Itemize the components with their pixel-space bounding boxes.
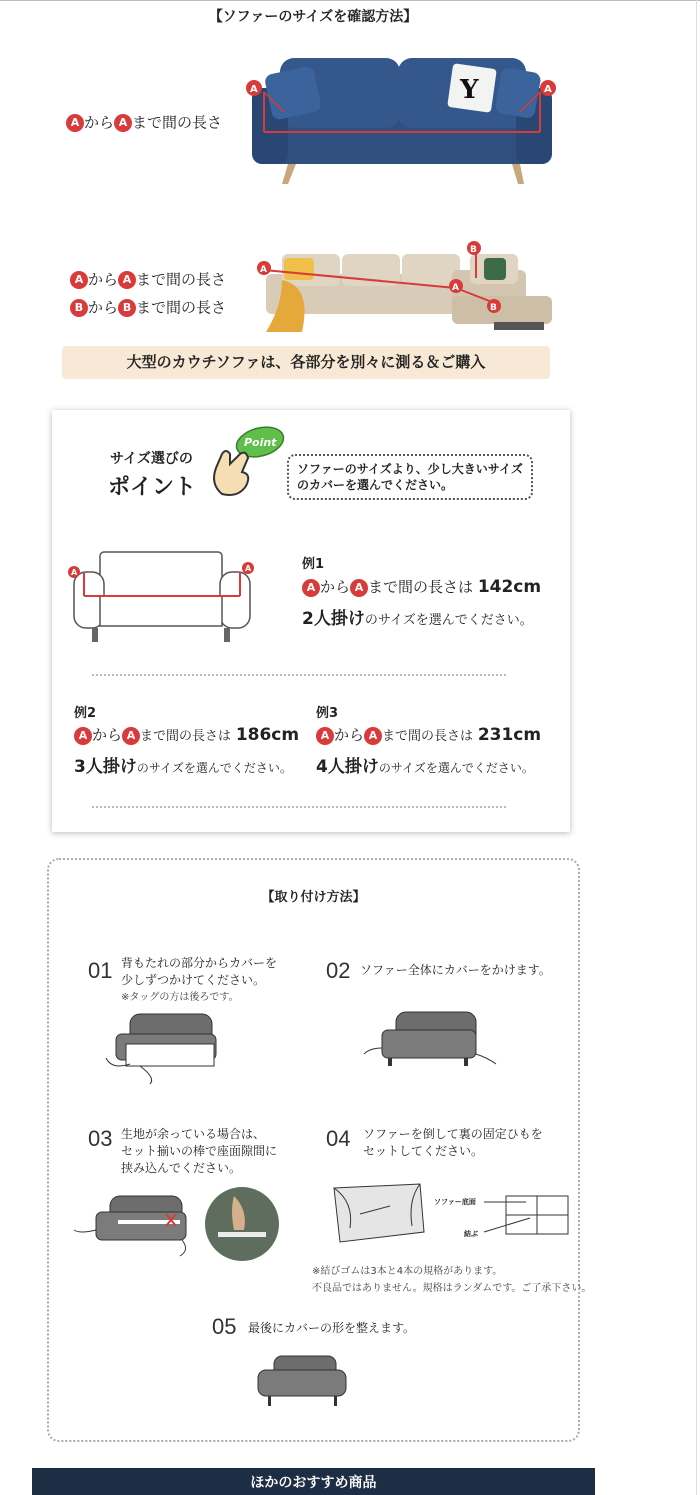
example-3-label: 例3 bbox=[316, 706, 339, 721]
pillow-letter: Y bbox=[460, 75, 479, 105]
dotted-divider bbox=[92, 806, 506, 808]
marker-b: B bbox=[70, 299, 88, 317]
example-3-length bbox=[316, 724, 541, 745]
ex-made: まで間の長さは bbox=[382, 729, 474, 744]
label-made: まで間の長さ bbox=[132, 113, 223, 132]
example-2-label: 例2 bbox=[74, 706, 97, 721]
measure-label-a-a-2 bbox=[70, 269, 226, 290]
step-05-number: 05 bbox=[212, 1314, 237, 1339]
dotted-divider bbox=[92, 674, 506, 676]
point-speech-bubble: ソファーのサイズより、少し大きいサイズのカバーを選んでください。 bbox=[287, 454, 533, 500]
example-3-size bbox=[316, 752, 534, 777]
step-line: 最後にカバーの形を整えます。 bbox=[248, 1321, 416, 1335]
ex-made: まで間の長さは bbox=[368, 578, 474, 596]
ex-kara: から bbox=[334, 726, 365, 744]
size-label: 4人掛け bbox=[316, 757, 379, 777]
step-05-sofa-illustration bbox=[254, 1352, 350, 1412]
step-note: ※タッグの方は後ろです。 bbox=[121, 992, 239, 1003]
marker-a: A bbox=[452, 283, 459, 293]
tie-label: 結ぶ bbox=[464, 1230, 478, 1238]
ex-kara: から bbox=[320, 578, 351, 596]
size-label: 3人掛け bbox=[74, 757, 137, 777]
bottom-label: ソファー底面 bbox=[434, 1198, 476, 1206]
couch-sofa-image bbox=[252, 236, 556, 336]
step-01-sofa-illustration bbox=[100, 1006, 225, 1086]
example-2-value: 186cm bbox=[235, 725, 300, 745]
example-1-length bbox=[302, 576, 541, 597]
point-badge-label: Point bbox=[244, 436, 277, 449]
step-03-text bbox=[121, 1126, 277, 1177]
step-02-sofa-illustration bbox=[360, 1008, 500, 1072]
marker-a: A bbox=[70, 271, 88, 289]
marker-a: A bbox=[350, 579, 368, 597]
marker-a: A bbox=[302, 579, 320, 597]
step-03-sofa-illustration bbox=[72, 1190, 196, 1260]
marker-a: A bbox=[66, 114, 84, 132]
ex-kara: から bbox=[92, 726, 123, 744]
right-divider bbox=[696, 0, 697, 1495]
example-2-size bbox=[74, 752, 292, 777]
marker-a: A bbox=[250, 84, 258, 95]
page-title: 【ソファーのサイズを確認方法】 bbox=[208, 9, 418, 25]
step-line: セットしてください。 bbox=[363, 1144, 484, 1158]
size-suffix: のサイズを選んでください。 bbox=[364, 613, 533, 628]
step-line: 生地が余っている場合は、 bbox=[121, 1127, 266, 1141]
step-01-text bbox=[121, 955, 277, 1006]
example-1-value: 142cm bbox=[477, 577, 542, 597]
size-suffix: のサイズを選んでください。 bbox=[378, 761, 534, 775]
label-kara: から bbox=[84, 113, 115, 132]
elastic-note-1: ※結びゴムは3本と4本の規格があります。 bbox=[312, 1266, 503, 1277]
step-line: ソファー全体にカバーをかけます。 bbox=[360, 963, 551, 977]
step-03-number: 03 bbox=[88, 1126, 113, 1151]
marker-a: A bbox=[316, 727, 334, 745]
measure-label-b-b bbox=[70, 297, 226, 318]
elastic-note-2: 不良品ではありません。規格はランダムです。ご了承下さい。 bbox=[312, 1283, 592, 1294]
measure-label-a-a bbox=[66, 112, 222, 133]
marker-a: A bbox=[544, 84, 552, 95]
example-1-size bbox=[302, 604, 533, 629]
marker-a: A bbox=[114, 114, 132, 132]
ex-made: まで間の長さは bbox=[140, 729, 232, 744]
example-1-label: 例1 bbox=[302, 557, 325, 572]
label-made: まで間の長さ bbox=[136, 270, 227, 289]
marker-b: B bbox=[490, 303, 497, 313]
label-kara: から bbox=[88, 298, 119, 317]
step-02-number: 02 bbox=[326, 958, 351, 983]
step-line: ソファーを倒して裏の固定ひもを bbox=[363, 1127, 543, 1141]
step-04-number: 04 bbox=[326, 1126, 351, 1151]
marker-b: B bbox=[118, 299, 136, 317]
step-05-text bbox=[248, 1320, 415, 1337]
size-suffix: のサイズを選んでください。 bbox=[136, 761, 292, 775]
label-kara: から bbox=[88, 270, 119, 289]
recommended-products-bar[interactable]: ほかのおすすめ商品 bbox=[32, 1468, 595, 1495]
marker-a: A bbox=[71, 568, 78, 577]
step-line: セット揃いの棒で座面隙間に bbox=[121, 1144, 278, 1158]
step-04-sofa-bottom-diagram bbox=[330, 1180, 580, 1252]
marker-a: A bbox=[122, 727, 140, 745]
blue-sofa-image bbox=[240, 48, 560, 188]
point-heading-1: サイズ選びの bbox=[110, 451, 193, 467]
step-01-number: 01 bbox=[88, 958, 113, 983]
example-2-length bbox=[74, 724, 299, 745]
point-heading-2: ポイント bbox=[108, 475, 197, 500]
label-made: まで間の長さ bbox=[136, 298, 227, 317]
install-title: 【取り付け方法】 bbox=[261, 890, 366, 905]
step-line: 少しずつかけてください。 bbox=[121, 973, 266, 987]
step-04-text bbox=[363, 1126, 543, 1160]
couch-notice-banner: 大型のカウチソファは、各部分を別々に測る＆ご購入 bbox=[62, 346, 550, 379]
step-line: 背もたれの部分からカバーを bbox=[121, 956, 278, 970]
step-03-closeup-photo bbox=[204, 1186, 280, 1262]
marker-a: A bbox=[260, 265, 267, 275]
top-divider bbox=[0, 0, 700, 1]
marker-a: A bbox=[364, 727, 382, 745]
step-line: 挟み込んでください。 bbox=[121, 1161, 242, 1175]
marker-b: B bbox=[470, 245, 477, 255]
marker-a: A bbox=[118, 271, 136, 289]
size-label: 2人掛け bbox=[302, 609, 365, 629]
pointing-hand-icon bbox=[200, 424, 290, 504]
step-02-text bbox=[360, 962, 551, 979]
marker-a: A bbox=[74, 727, 92, 745]
example-3-value: 231cm bbox=[477, 725, 542, 745]
marker-a: A bbox=[245, 564, 252, 573]
line-sofa-diagram bbox=[64, 546, 260, 646]
